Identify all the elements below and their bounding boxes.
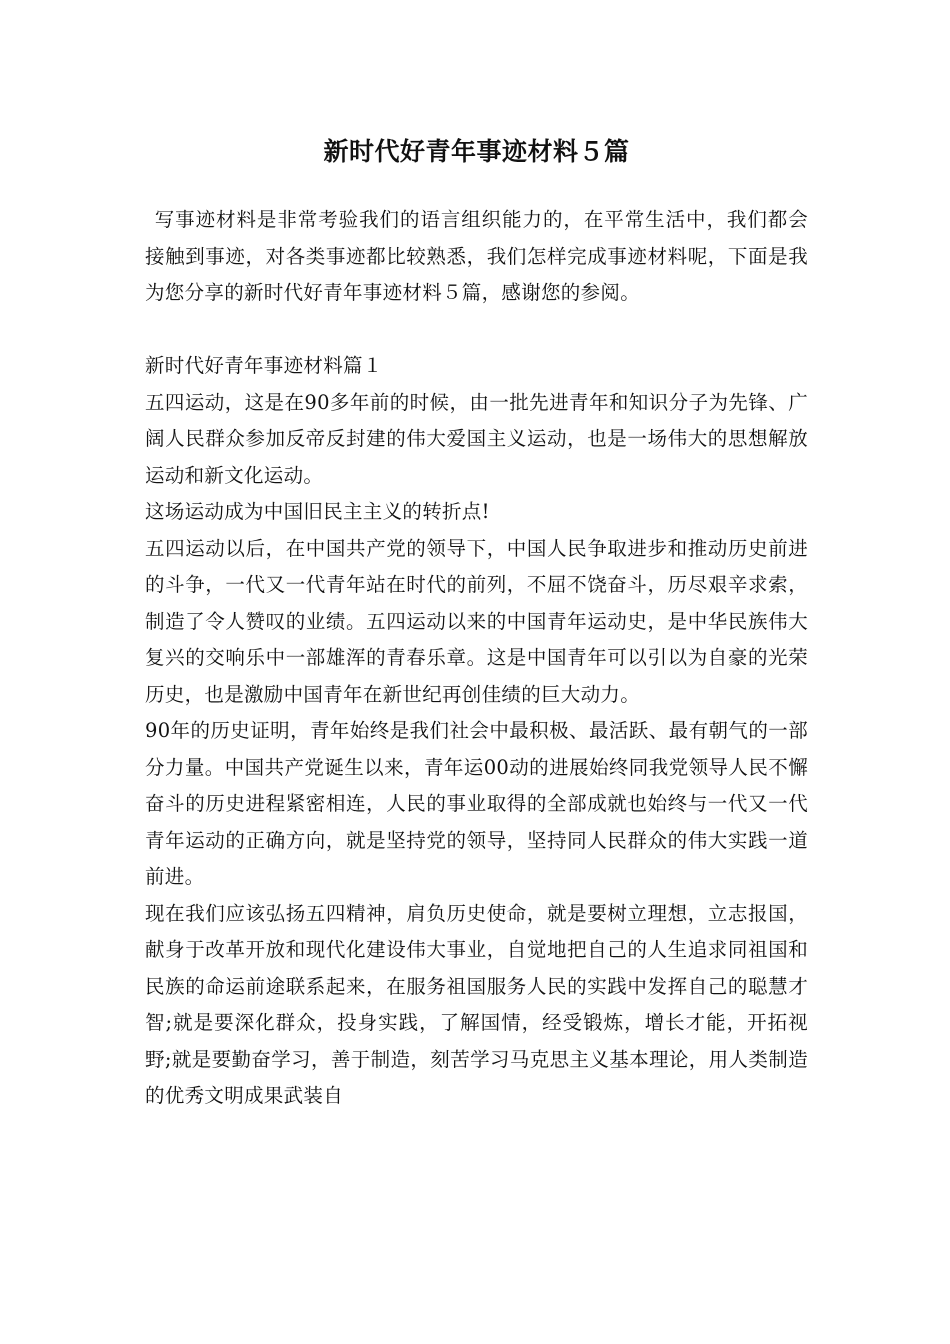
section-heading: 新时代好青年事迹材料篇１ bbox=[145, 354, 383, 377]
intro-paragraph: 写事迹材料是非常考验我们的语言组织能力的，在平常生活中，我们都会接触到事迹，对各类事迹都比较熟悉，我们怎样完成事迹材料呢，下面是我为您分享的新时代好青年事迹材料５篇，感谢您的参阅。 bbox=[145, 208, 808, 304]
body-paragraph-5: 现在我们应该弘扬五四精神，肩负历史使命，就是要树立理想，立志报国，献身于改革开放和现代化建设伟大事业，自觉地把自己的人生追求同祖国和民族的命运前途联系起来，在服务祖国服务人民的实践中发挥自己的聪慧才智;就是要深化群众，投身实践，了解国情，经受锻炼，增长才能，开拓视野;就是要勤奋学习，善于制造，刻苦学习马克思主义基本理论，用人类制造的优秀文明成果武装自 bbox=[145, 901, 808, 1107]
body-paragraph-3: 五四运动以后，在中国共产党的领导下，中国人民争取进步和推动历史前进的斗争，一代又一代青年站在时代的前列，不屈不饶奋斗，历尽艰辛求索，制造了令人赞叹的业绩。五四运动以来的中国青年运动史，是中华民族伟大复兴的交响乐中一部雄浑的青春乐章。这是中国青年可以引以为自豪的光荣历史，也是激励中国青年在新世纪再创佳绩的巨大动力。 bbox=[145, 536, 808, 706]
body-paragraph-4: 90年的历史证明，青年始终是我们社会中最积极、最活跃、最有朝气的一部分力量。中国共产党诞生以来，青年运00动的进展始终同我党领导人民不懈奋斗的历史进程紧密相连，人民的事业取得的全部成就也始终与一代又一代青年运动的正确方向，就是坚持党的领导，坚持同人民群众的伟大实践一道前进。 bbox=[145, 719, 808, 888]
body-paragraph-2: 这场运动成为中国旧民主主义的转折点! bbox=[145, 500, 490, 523]
paragraph-spacer bbox=[145, 312, 808, 349]
document-title: 新时代好青年事迹材料５篇 bbox=[323, 137, 630, 166]
body-paragraph-1: 五四运动，这是在90多年前的时候，由一批先进青年和知识分子为先锋、广阔人民群众参加反帝反封建的伟大爱国主义运动，也是一场伟大的思想解放运动和新文化运动。 bbox=[145, 390, 808, 487]
